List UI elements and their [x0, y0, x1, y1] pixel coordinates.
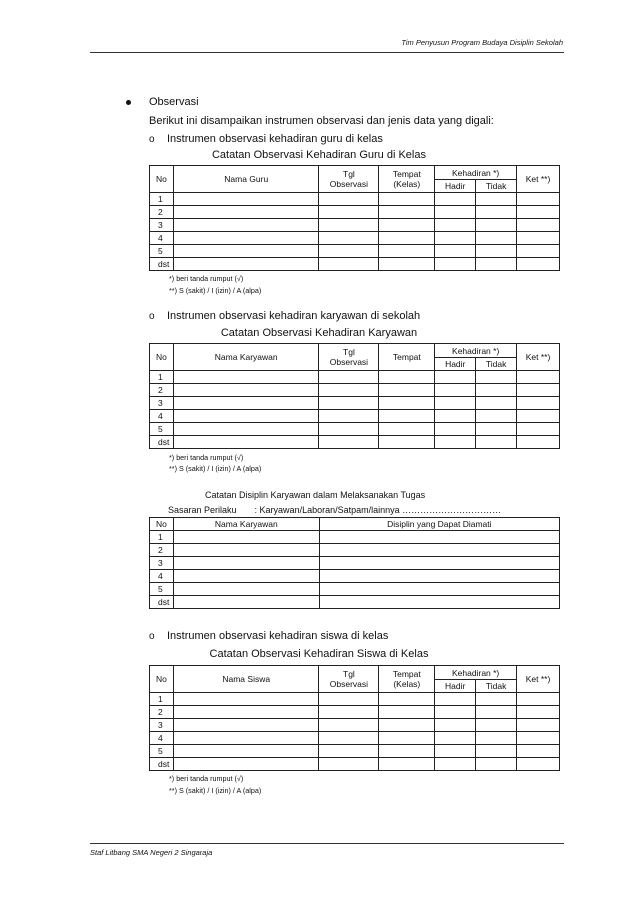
table-row	[150, 245, 560, 258]
entry-cell[interactable]	[173, 570, 319, 583]
entry-cell[interactable]	[476, 384, 517, 397]
col-nama-header: Nama Karyawan	[173, 344, 319, 371]
entry-cell[interactable]	[379, 410, 435, 423]
table-row	[150, 745, 560, 758]
table-row	[150, 193, 560, 206]
entry-cell[interactable]	[379, 206, 435, 219]
col-tempat-header: Tempat (Kelas)	[379, 666, 435, 693]
entry-cell[interactable]	[173, 423, 319, 436]
entry-cell[interactable]	[319, 544, 559, 557]
table-row	[150, 719, 560, 732]
entry-cell[interactable]	[319, 758, 379, 771]
row-number: 3	[150, 719, 174, 732]
entry-cell[interactable]	[319, 397, 379, 410]
circle-bullet-icon: o	[149, 631, 155, 642]
entry-cell[interactable]	[476, 232, 517, 245]
entry-cell[interactable]	[476, 245, 517, 258]
table-row	[150, 531, 560, 544]
table-row	[150, 436, 560, 449]
entry-cell[interactable]	[517, 706, 560, 719]
table-row	[150, 384, 560, 397]
table-row	[150, 206, 560, 219]
col-ket-header: Ket **)	[517, 166, 560, 193]
col-tgl-header: Tgl Observasi	[319, 666, 379, 693]
table-row	[150, 596, 560, 609]
entry-cell[interactable]	[319, 371, 379, 384]
row-number: dst	[150, 258, 174, 271]
table-karyawan	[149, 343, 560, 449]
row-number: 1	[150, 531, 174, 544]
entry-cell[interactable]	[517, 232, 560, 245]
col-disiplin-header: Disiplin yang Dapat Diamati	[319, 518, 559, 531]
row-number: dst	[150, 758, 174, 771]
table-siswa	[149, 665, 560, 771]
table-row	[150, 732, 560, 745]
table-row	[150, 544, 560, 557]
circle-bullet-icon: o	[149, 134, 155, 145]
entry-cell[interactable]	[379, 371, 435, 384]
disiplin-title: Catatan Disiplin Karyawan dalam Melaksanakan Tugas	[205, 490, 426, 500]
col-nama-header: Nama Siswa	[173, 666, 318, 693]
entry-cell[interactable]	[379, 193, 435, 206]
note-karyawan-1: *) beri tanda rumput (√)	[169, 453, 244, 462]
entry-cell[interactable]	[435, 719, 476, 732]
entry-cell[interactable]	[319, 732, 379, 745]
entry-cell[interactable]	[476, 706, 517, 719]
entry-cell[interactable]	[435, 758, 476, 771]
entry-cell[interactable]	[319, 258, 379, 271]
intro-text: Berikut ini disampaikan instrumen observasi dan jenis data yang digali:	[149, 115, 494, 127]
entry-cell[interactable]	[173, 596, 319, 609]
entry-cell[interactable]	[379, 719, 435, 732]
table-row	[150, 371, 560, 384]
entry-cell[interactable]	[173, 245, 318, 258]
entry-cell[interactable]	[476, 693, 517, 706]
entry-cell[interactable]	[173, 732, 318, 745]
entry-cell[interactable]	[476, 397, 517, 410]
entry-cell[interactable]	[517, 719, 560, 732]
table-row	[150, 258, 560, 271]
col-hadir-header: Hadir	[435, 680, 476, 693]
sasaran-value: : Karyawan/Laboran/Satpam/lainnya ……………………………	[254, 505, 502, 515]
entry-cell[interactable]	[476, 745, 517, 758]
entry-cell[interactable]	[517, 732, 560, 745]
entry-cell[interactable]	[517, 693, 560, 706]
col-nama-header: Nama Karyawan	[173, 518, 319, 531]
col-tidak-header: Tidak	[476, 358, 517, 371]
entry-cell[interactable]	[173, 206, 318, 219]
entry-cell[interactable]	[435, 206, 476, 219]
entry-cell[interactable]	[517, 745, 560, 758]
entry-cell[interactable]	[476, 371, 517, 384]
row-number: 2	[150, 706, 174, 719]
entry-cell[interactable]	[435, 397, 476, 410]
table-row	[150, 570, 560, 583]
entry-cell[interactable]	[319, 531, 559, 544]
table-row	[150, 706, 560, 719]
entry-cell[interactable]	[379, 245, 435, 258]
entry-cell[interactable]	[476, 193, 517, 206]
entry-cell[interactable]	[435, 371, 476, 384]
col-tempat-header: Tempat (Kelas)	[379, 166, 435, 193]
entry-cell[interactable]	[319, 206, 379, 219]
row-number: 4	[150, 232, 174, 245]
col-kehadiran-header: Kehadiran *)	[435, 166, 517, 180]
entry-cell[interactable]	[379, 384, 435, 397]
entry-cell[interactable]	[173, 758, 318, 771]
entry-cell[interactable]	[517, 397, 560, 410]
col-tgl-header: Tgl Observasi	[319, 166, 379, 193]
entry-cell[interactable]	[173, 384, 319, 397]
row-number: 4	[150, 410, 174, 423]
subheading-siswa	[149, 630, 388, 642]
table-row	[150, 410, 560, 423]
entry-cell[interactable]	[379, 745, 435, 758]
note-siswa-2: **) S (sakit) / I (izin) / A (alpa)	[169, 786, 262, 795]
entry-cell[interactable]	[319, 410, 379, 423]
entry-cell[interactable]	[379, 758, 435, 771]
row-number: 5	[150, 583, 174, 596]
row-number: 2	[150, 544, 174, 557]
entry-cell[interactable]	[173, 544, 319, 557]
entry-cell[interactable]	[476, 258, 517, 271]
table-row	[150, 232, 560, 245]
entry-cell[interactable]	[173, 557, 319, 570]
col-ket-header: Ket **)	[517, 344, 560, 371]
entry-cell[interactable]	[435, 232, 476, 245]
note-guru-1: *) beri tanda rumput (√)	[169, 274, 244, 283]
row-number: 3	[150, 219, 174, 232]
circle-bullet-icon: o	[149, 311, 155, 322]
caption-guru: Catatan Observasi Kehadiran Guru di Kelas	[211, 149, 426, 161]
entry-cell[interactable]	[435, 423, 476, 436]
entry-cell[interactable]	[517, 371, 560, 384]
row-number: 5	[150, 423, 174, 436]
col-hadir-header: Hadir	[435, 358, 476, 371]
note-siswa-1: *) beri tanda rumput (√)	[169, 774, 244, 783]
caption-siswa: Catatan Observasi Kehadiran Siswa di Kelas	[209, 648, 429, 660]
entry-cell[interactable]	[319, 219, 379, 232]
entry-cell[interactable]	[435, 410, 476, 423]
entry-cell[interactable]	[476, 423, 517, 436]
entry-cell[interactable]	[173, 693, 318, 706]
entry-cell[interactable]	[476, 436, 517, 449]
entry-cell[interactable]	[476, 206, 517, 219]
entry-cell[interactable]	[379, 397, 435, 410]
entry-cell[interactable]	[435, 219, 476, 232]
table-row	[150, 397, 560, 410]
entry-cell[interactable]	[476, 410, 517, 423]
entry-cell[interactable]	[319, 557, 559, 570]
entry-cell[interactable]	[517, 384, 560, 397]
entry-cell[interactable]	[517, 258, 560, 271]
table-row	[150, 423, 560, 436]
row-number: 4	[150, 732, 174, 745]
caption-karyawan: Catatan Observasi Kehadiran Karyawan	[220, 327, 418, 339]
subheading-guru	[149, 133, 383, 145]
table-row	[150, 758, 560, 771]
entry-cell[interactable]	[379, 732, 435, 745]
entry-cell[interactable]	[435, 245, 476, 258]
entry-cell[interactable]	[435, 193, 476, 206]
page-footer: Staf Litbang SMA Negeri 2 Singaraja	[90, 848, 213, 857]
entry-cell[interactable]	[517, 410, 560, 423]
entry-cell[interactable]	[435, 732, 476, 745]
entry-cell[interactable]	[319, 570, 559, 583]
entry-cell[interactable]	[173, 436, 319, 449]
entry-cell[interactable]	[173, 193, 318, 206]
col-hadir-header: Hadir	[435, 180, 476, 193]
table-row	[150, 219, 560, 232]
col-no-header: No	[150, 518, 174, 531]
col-kehadiran-header: Kehadiran *)	[435, 344, 517, 358]
col-kehadiran-header: Kehadiran *)	[435, 666, 517, 680]
entry-cell[interactable]	[435, 384, 476, 397]
entry-cell[interactable]	[435, 706, 476, 719]
col-no-header: No	[150, 344, 174, 371]
table-row	[150, 583, 560, 596]
table-row	[150, 557, 560, 570]
bullet-label: Observasi	[149, 96, 199, 108]
note-karyawan-2: **) S (sakit) / I (izin) / A (alpa)	[169, 464, 262, 473]
note-guru-2: **) S (sakit) / I (izin) / A (alpa)	[169, 286, 262, 295]
entry-cell[interactable]	[379, 436, 435, 449]
col-ket-header: Ket **)	[517, 666, 560, 693]
entry-cell[interactable]	[379, 706, 435, 719]
entry-cell[interactable]	[476, 758, 517, 771]
entry-cell[interactable]	[517, 193, 560, 206]
entry-cell[interactable]	[517, 436, 560, 449]
entry-cell[interactable]	[319, 596, 559, 609]
row-number: dst	[150, 436, 174, 449]
entry-cell[interactable]	[319, 245, 379, 258]
entry-cell[interactable]	[319, 706, 379, 719]
sasaran-label: Sasaran Perilaku	[168, 505, 237, 515]
col-no-header: No	[150, 166, 174, 193]
entry-cell[interactable]	[435, 745, 476, 758]
row-number: 5	[150, 745, 174, 758]
entry-cell[interactable]	[173, 258, 318, 271]
entry-cell[interactable]	[517, 245, 560, 258]
entry-cell[interactable]	[173, 232, 318, 245]
table-guru	[149, 165, 560, 271]
entry-cell[interactable]	[173, 531, 319, 544]
entry-cell[interactable]	[435, 436, 476, 449]
entry-cell[interactable]	[379, 219, 435, 232]
footer-divider	[90, 843, 564, 844]
row-number: 5	[150, 245, 174, 258]
entry-cell[interactable]	[319, 693, 379, 706]
entry-cell[interactable]	[319, 232, 379, 245]
entry-cell[interactable]	[435, 693, 476, 706]
subheading-siswa-text: Instrumen observasi kehadiran siswa di kelas	[167, 630, 389, 642]
entry-cell[interactable]	[319, 384, 379, 397]
table-row	[150, 693, 560, 706]
row-number: 2	[150, 384, 174, 397]
entry-cell[interactable]	[173, 745, 318, 758]
row-number: 3	[150, 557, 174, 570]
page-header: Tim Penyusun Program Budaya Disiplin Sekolah	[401, 38, 563, 47]
subheading-karyawan	[149, 310, 420, 322]
subheading-karyawan-text: Instrumen observasi kehadiran karyawan di sekolah	[167, 310, 421, 322]
entry-cell[interactable]	[379, 423, 435, 436]
col-tempat-header: Tempat	[379, 344, 435, 371]
row-number: 1	[150, 371, 174, 384]
col-tidak-header: Tidak	[476, 180, 517, 193]
entry-cell[interactable]	[173, 219, 318, 232]
row-number: 1	[150, 693, 174, 706]
entry-cell[interactable]	[379, 693, 435, 706]
bullet-dot-icon	[126, 100, 131, 105]
subheading-guru-text: Instrumen observasi kehadiran guru di kelas	[167, 133, 383, 145]
row-number: 4	[150, 570, 174, 583]
entry-cell[interactable]	[319, 436, 379, 449]
row-number: 1	[150, 193, 174, 206]
entry-cell[interactable]	[435, 258, 476, 271]
col-nama-header: Nama Guru	[173, 166, 318, 193]
col-no-header: No	[150, 666, 174, 693]
row-number: dst	[150, 596, 174, 609]
entry-cell[interactable]	[319, 193, 379, 206]
entry-cell[interactable]	[319, 583, 559, 596]
entry-cell[interactable]	[173, 583, 319, 596]
entry-cell[interactable]	[173, 371, 319, 384]
entry-cell[interactable]	[319, 745, 379, 758]
entry-cell[interactable]	[379, 258, 435, 271]
entry-cell[interactable]	[517, 206, 560, 219]
col-tidak-header: Tidak	[476, 680, 517, 693]
disiplin-sasaran	[168, 505, 501, 515]
entry-cell[interactable]	[476, 732, 517, 745]
row-number: 2	[150, 206, 174, 219]
header-divider	[90, 52, 564, 53]
entry-cell[interactable]	[173, 719, 318, 732]
entry-cell[interactable]	[173, 706, 318, 719]
entry-cell[interactable]	[517, 758, 560, 771]
table-disiplin	[149, 517, 560, 609]
row-number: 3	[150, 397, 174, 410]
entry-cell[interactable]	[517, 219, 560, 232]
entry-cell[interactable]	[379, 232, 435, 245]
entry-cell[interactable]	[476, 719, 517, 732]
entry-cell[interactable]	[319, 423, 379, 436]
entry-cell[interactable]	[476, 219, 517, 232]
entry-cell[interactable]	[517, 423, 560, 436]
entry-cell[interactable]	[319, 719, 379, 732]
col-tgl-header: Tgl Observasi	[319, 344, 379, 371]
entry-cell[interactable]	[173, 397, 319, 410]
entry-cell[interactable]	[173, 410, 319, 423]
